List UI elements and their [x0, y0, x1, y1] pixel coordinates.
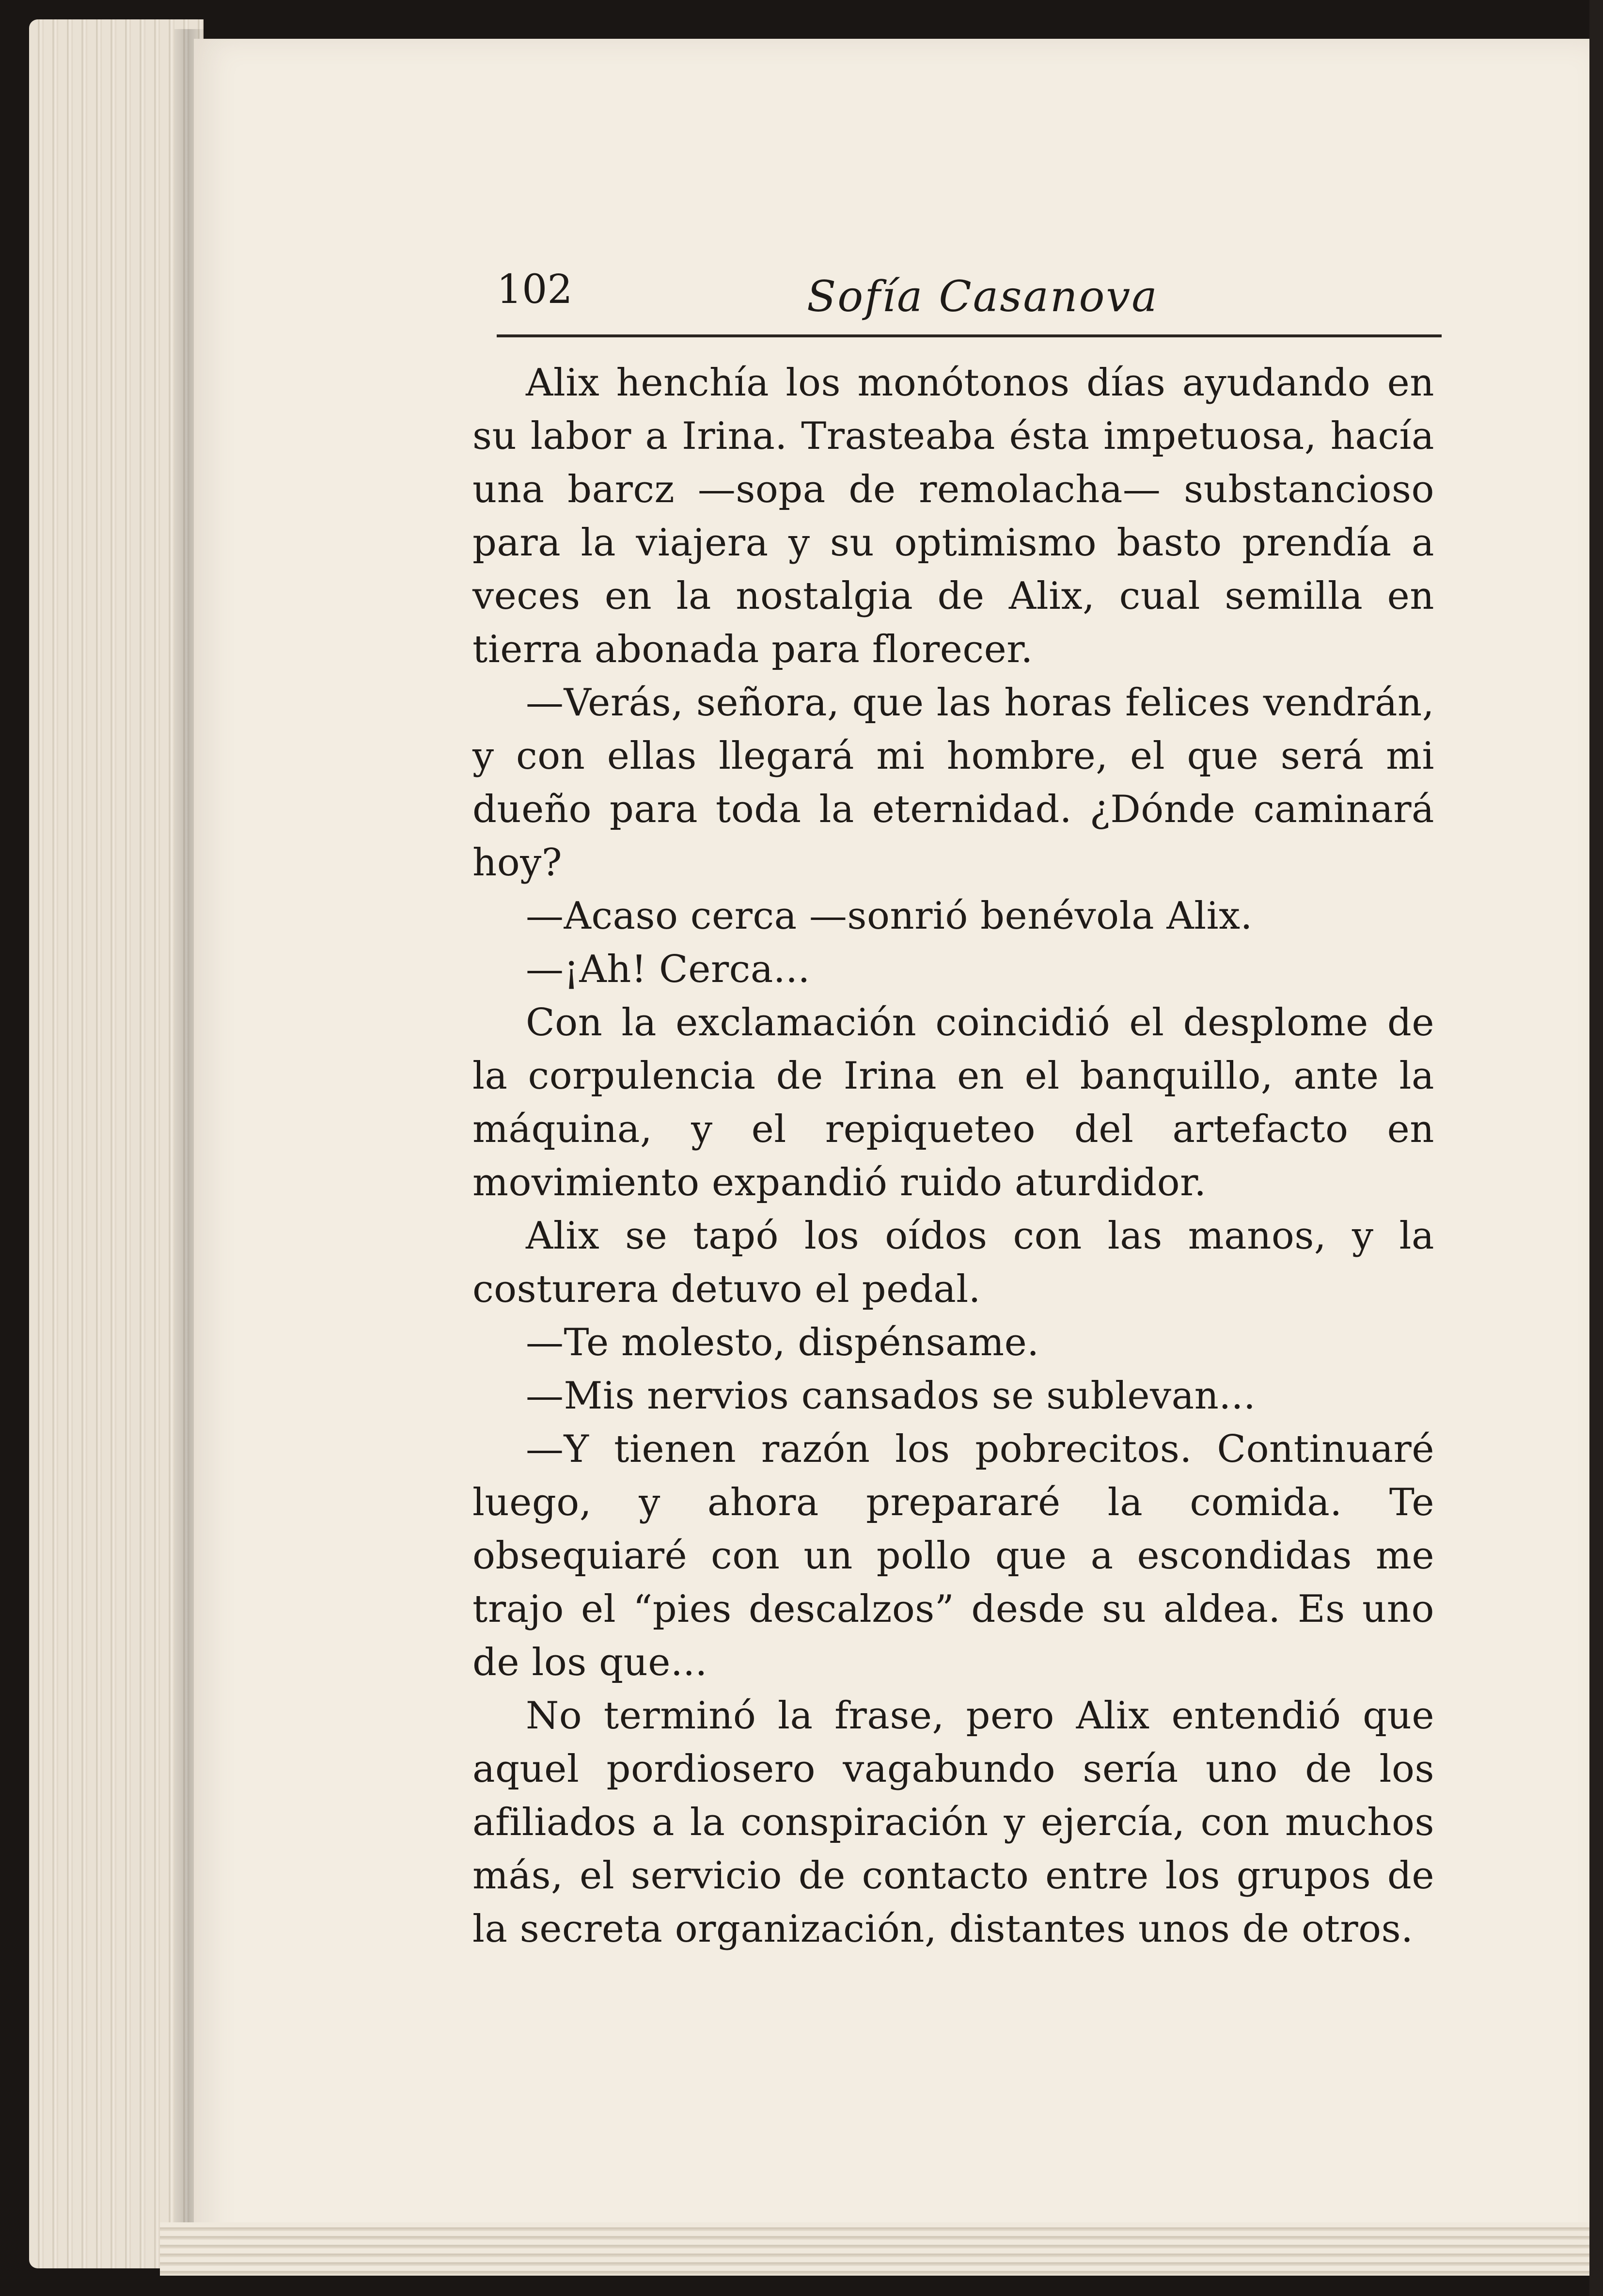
- paragraph: Alix henchía los monótonos días ayudando en su labor a Irina. Trasteaba ésta impetuosa, hacía una barcz —sopa de remolacha— substancioso para la viajera y su optimismo basto prendía a veces en la nostalgia de Alix, cual semilla en tierra abonada para florecer.: [472, 361, 1434, 671]
- paragraph: No terminó la frase, pero Alix entendió que aquel pordiosero vagabundo sería uno de los afiliados a la conspiración y ejercía, con muchos más, el servicio de contacto entre los grupos de la secreta organización, distantes unos de otros.: [472, 1694, 1434, 1951]
- running-head: [497, 252, 1442, 337]
- paragraph: Con la exclamación coincidió el desplome de la corpulencia de Irina en el banquillo, ante la máquina, y el repiqueteo del artefacto en movimiento expandió ruido aturdidor.: [472, 1001, 1434, 1204]
- paragraph: —Acaso cerca —sonrió benévola Alix.: [526, 894, 1253, 938]
- paragraph: —¡Ah! Cerca...: [526, 948, 810, 991]
- body-text: [472, 356, 1434, 1956]
- paragraph: —Y tienen razón los pobrecitos. Continuaré luego, y ahora prepararé la comida. Te obsequiaré con un pollo que a escondidas me trajo el “pies descalzos” desde su aldea. Es uno de los que...: [472, 1427, 1434, 1684]
- page-number: 102: [497, 267, 573, 313]
- running-head-author: Sofía Casanova: [807, 271, 1159, 321]
- background-edge: [1589, 0, 1603, 2296]
- paragraph: —Te molesto, dispénsame.: [526, 1321, 1039, 1364]
- paragraph: —Mis nervios cansados se sublevan...: [526, 1374, 1256, 1418]
- paragraph: —Verás, señora, que las horas felices vendrán, y con ellas llegará mi hombre, el que será mi dueño para toda la eternidad. ¿Dónde caminará hoy?: [472, 681, 1434, 885]
- paragraph: Alix se tapó los oídos con las manos, y la costurera detuvo el pedal.: [472, 1214, 1434, 1311]
- book-bottom-edges: [160, 2222, 1589, 2276]
